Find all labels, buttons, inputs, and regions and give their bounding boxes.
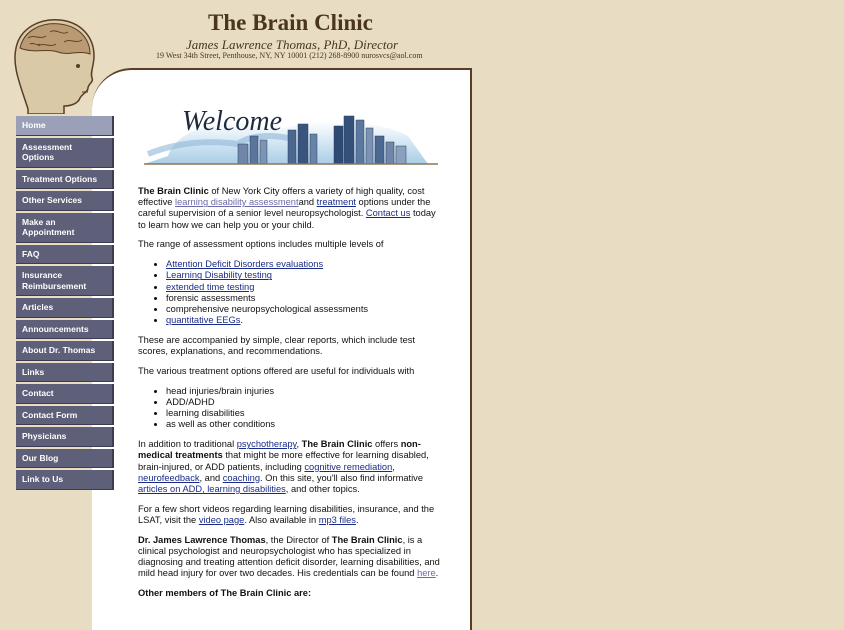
learning-disability-assessment-link[interactable]: learning disability assessment [175,197,299,208]
treatments-paragraph [138,439,442,495]
nav-contact[interactable]: Contact [16,384,114,404]
text-span: , the Director of [265,534,332,545]
coaching-link[interactable]: coaching [222,472,260,483]
intro-paragraph [138,186,442,231]
text-span: In addition to traditional [138,439,237,450]
treatment-list [138,386,442,431]
assessment-list [138,259,442,326]
list-item: • learning disabilities [166,408,442,419]
text-span: , and other topics. [285,484,360,495]
text-span: . [355,515,359,526]
nav-links[interactable]: Links [16,363,114,383]
text-span: . On this site, you'll also find informative [260,472,423,483]
list-item: • ADD/ADHD [166,397,442,408]
neurofeedback-link[interactable]: neurofeedback [138,472,200,483]
text-span: that might be more effective for learning disabled, brain-injured, or ADD patients, including [138,450,429,472]
sidebar-nav [16,116,114,492]
text-span: , [392,461,395,472]
reports-paragraph: These are accompanied by simple, clear reports, which include test scores, explanations, and recommendations. [138,335,415,357]
video-page-link[interactable]: video page [198,515,245,526]
articles-link[interactable]: articles on ADD, learning disabilities [138,484,286,495]
nav-contact-form[interactable]: Contact Form [16,406,114,426]
nav-home[interactable]: Home [16,116,114,136]
nav-other-services[interactable]: Other Services [16,191,114,211]
nav-treatment-options[interactable]: Treatment Options [16,170,114,190]
other-members-heading [138,588,442,599]
add-evaluations-link[interactable]: Attention Deficit Disorders evaluations [166,259,324,270]
text-span: offers [372,439,401,450]
list-item: • head injuries/brain injuries [166,386,442,397]
treatment-intro: The various treatment options offered are useful for individuals with [138,366,415,377]
text-span: For a few short videos regarding learning disabilities, insurance, and the LSAT, visit the [138,503,435,526]
text-span: , and [199,472,223,483]
site-address: 19 West 34th Street, Penthouse, NY, NY 10001 (212) 268-8900 nurosvcs@aol.com [156,51,423,60]
ld-testing-link[interactable]: Learning Disability testing [166,270,272,281]
list-item [166,315,442,326]
nav-insurance-reimbursement[interactable]: Insurance Reimbursement [16,266,114,296]
nav-link-to-us[interactable]: Link to Us [16,470,114,490]
credentials-here-link[interactable]: here [417,568,436,579]
cognitive-remediation-link[interactable]: cognitive remediation [304,461,393,472]
welcome-text: Welcome [182,106,283,137]
clinic-name: The Brain Clinic [331,534,403,545]
assessment-intro: The range of assessment options includes multiple levels of [138,239,384,250]
list-item [166,270,442,281]
main-content [138,186,442,608]
treatment-link[interactable]: treatment [316,197,356,208]
nav-our-blog[interactable]: Our Blog [16,449,114,469]
contact-us-link[interactable]: Contact us [365,208,411,219]
text-span: of New York City offers a variety of high quality, cost effective [138,186,425,208]
text-span: options under the careful supervision of a senior level neuropsychologist. [138,197,431,219]
bold-text: non-medical treatments [138,439,421,461]
site-subtitle: James Lawrence Thomas, PhD, Director [186,37,399,52]
list-item: • comprehensive neuropsychological assessments [166,304,442,315]
psychotherapy-link[interactable]: psychotherapy [236,439,297,450]
text-span: , is a clinical psychologist and neuropsychologist who has specialized in diagnosing and treating attention deficit disorder, learning disabilities, and mild head injury for over two decades. His credentials can be found [138,534,440,579]
director-name: Dr. James Lawrence Thomas [138,534,266,545]
nav-physicians[interactable]: Physicians [16,427,114,447]
text-span: and [298,197,317,208]
text-span: , [296,439,302,450]
list-item [166,282,442,293]
list-item: • as well as other conditions [166,419,442,430]
mp3-files-link[interactable]: mp3 files [318,515,356,526]
list-item [166,259,442,270]
text-span: . [240,315,244,326]
nav-make-appointment[interactable]: Make an Appointment [16,213,114,243]
site-title: The Brain Clinic [208,10,373,35]
text-span: . [435,568,439,579]
text-span: today to learn how we can help you or your child. [138,208,436,230]
nav-about-dr-thomas[interactable]: About Dr. Thomas [16,341,114,361]
quantitative-eegs-link[interactable]: quantitative EEGs [166,315,241,326]
nav-announcements[interactable]: Announcements [16,320,114,340]
text-span: . Also available in [244,515,319,526]
director-paragraph [138,535,442,580]
welcome-banner [138,96,448,168]
other-members-text: Other members of The Brain Clinic are: [138,588,312,599]
list-item: • forensic assessments [166,293,442,304]
videos-paragraph [138,504,442,526]
clinic-name: The Brain Clinic [301,439,373,450]
nav-assessment-options[interactable]: Assessment Options [16,138,114,168]
clinic-name: The Brain Clinic [138,186,209,196]
extended-time-testing-link[interactable]: extended time testing [166,281,255,292]
nav-faq[interactable]: FAQ [16,245,114,265]
nav-articles[interactable]: Articles [16,298,114,318]
